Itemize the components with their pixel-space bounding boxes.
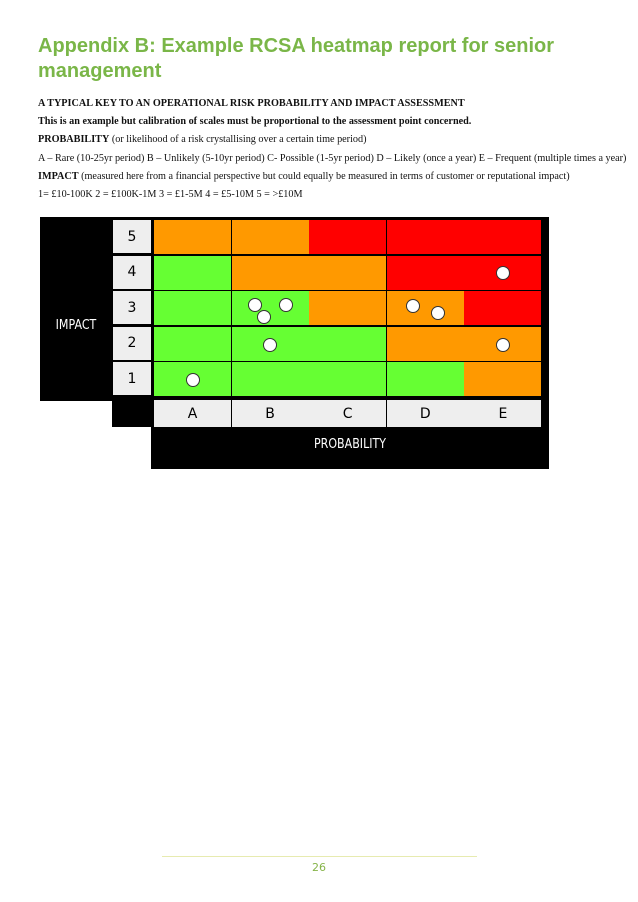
key-note: This is an example but calibration of scales must be proportional to the assessment point concerned. (38, 116, 472, 128)
impact-term: IMPACT (38, 170, 79, 182)
probability-column-label-E: E (464, 400, 541, 427)
heatmap-cell-4C (309, 256, 386, 290)
impact-row-label-5: 5 (113, 220, 151, 253)
risk-heatmap (40, 217, 550, 469)
heatmap-cell-1B (232, 362, 309, 396)
heatmap-cell-5C (309, 220, 386, 254)
heatmap-cell-3D (387, 291, 464, 325)
impact-row-label-1: 1 (113, 362, 151, 395)
probability-column-label-D: D (387, 400, 464, 427)
heatmap-cell-3A (154, 291, 231, 325)
page-heading: Appendix B: Example RCSA heatmap report for senior management (38, 35, 555, 82)
footer-rule (162, 856, 477, 857)
heatmap-cell-5A (154, 220, 231, 254)
heatmap-cell-1D (387, 362, 464, 396)
probability-term: PROBABILITY (38, 134, 110, 146)
heatmap-cell-1E (464, 362, 541, 396)
risk-point (496, 338, 510, 352)
impact-scale: 1= £10-100K 2 = £100K-1M 3 = £1-5M 4 = £5-10M 5 = >£10M (38, 188, 303, 200)
impact-row-label-2: 2 (113, 327, 151, 360)
page-number: 26 (312, 861, 326, 874)
probability-description: (or likelihood of a risk crystallising over a certain time period) (109, 134, 367, 146)
risk-point (279, 298, 293, 312)
heatmap-cell-5E (464, 220, 541, 254)
probability-axis-title: PROBABILITY (313, 436, 387, 452)
heatmap-cell-2C (309, 327, 386, 361)
risk-point (186, 373, 200, 387)
heatmap-cell-3C (309, 291, 386, 325)
impact-definition (38, 168, 628, 186)
heatmap-cell-1C (309, 362, 386, 396)
heatmap-cell-4A (154, 256, 231, 290)
probability-column-label-C: C (309, 400, 386, 427)
impact-row-label-3: 3 (113, 291, 151, 324)
impact-axis-title: IMPACT (55, 317, 97, 333)
risk-point (263, 338, 277, 352)
heatmap-cell-2D (387, 327, 464, 361)
assessment-key (38, 95, 628, 204)
impact-axis-bar (40, 217, 112, 401)
risk-point (248, 298, 262, 312)
probability-column-label-A: A (154, 400, 231, 427)
heatmap-cell-5B (232, 220, 309, 254)
heatmap-cell-2A (154, 327, 231, 361)
heatmap-cell-4B (232, 256, 309, 290)
key-title: A TYPICAL KEY TO AN OPERATIONAL RISK PROBABILITY AND IMPACT ASSESSMENT (38, 98, 465, 109)
probability-column-label-B: B (232, 400, 309, 427)
impact-row-label-4: 4 (113, 256, 151, 289)
impact-description: (measured here from a financial perspective but could equally be measured in terms of customer or reputational impact) (78, 170, 570, 182)
heatmap-cell-5D (387, 220, 464, 254)
risk-point (257, 310, 271, 324)
probability-definition (38, 131, 628, 149)
heatmap-cell-3E (464, 291, 541, 325)
probability-scale: A – Rare (10-25yr period) B – Unlikely (5-10yr period) C- Possible (1-5yr period) D – Likely (once a year) E – Frequent (multiple times a year) (38, 152, 627, 164)
heatmap-cell-4D (387, 256, 464, 290)
